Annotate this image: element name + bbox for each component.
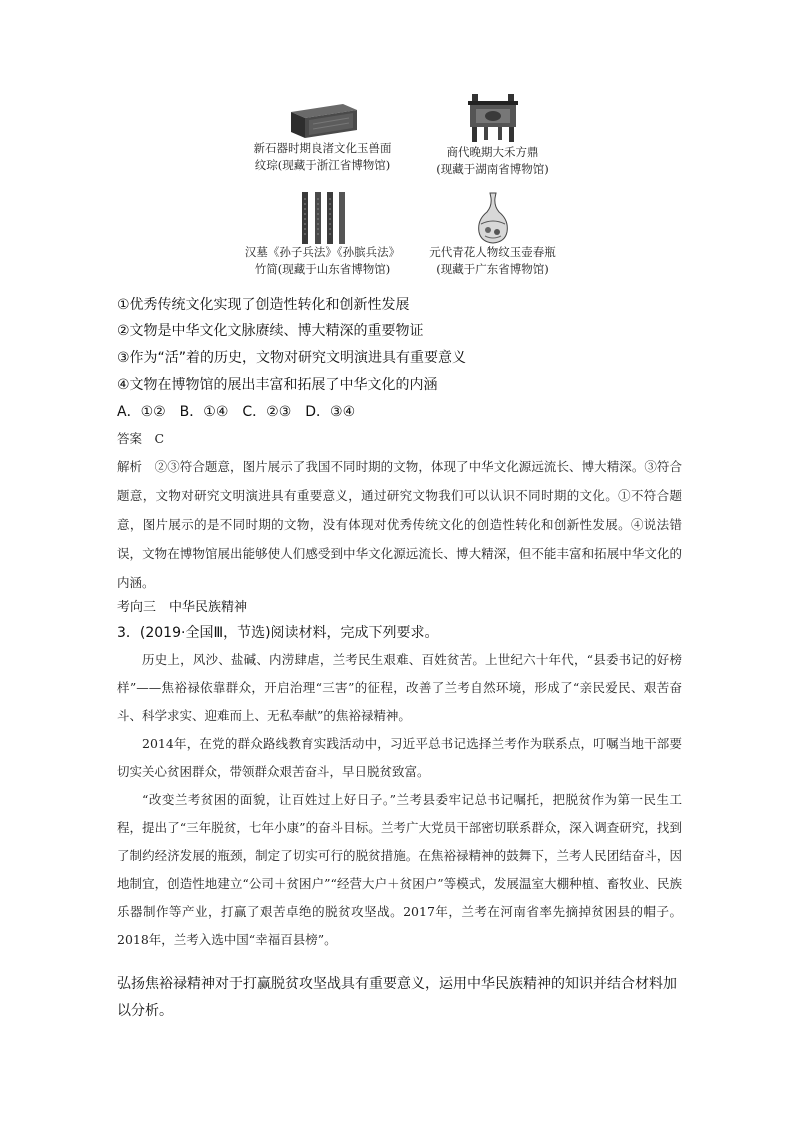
- bronze-ding-image: [458, 92, 528, 144]
- option-3: ③作为“活”着的历史，文物对研究文明演进具有重要意义: [117, 350, 467, 366]
- option-4: ④文物在博物馆的展出丰富和拓展了中华文化的内涵: [117, 377, 438, 393]
- caption-line: 商代晚期大禾方鼎: [446, 145, 539, 159]
- caption-line: 元代青花人物纹玉壶春瓶: [429, 245, 556, 259]
- option-1: ①优秀传统文化实现了创造性转化和创新性发展: [117, 297, 410, 313]
- figure-bronze-ding: [410, 92, 575, 178]
- caption-line: (现藏于广东省博物馆): [436, 262, 549, 276]
- figure-caption: [240, 140, 405, 174]
- figure-caption: [240, 244, 405, 278]
- material-paragraph-2: 2014年，在党的群众路线教育实践活动中，习近平总书记选择兰考作为联系点，叮嘱当地干部要切实关心贫困群众，带领群众艰苦奋斗，早日脱贫致富。: [117, 736, 682, 779]
- figure-jade-cong: [240, 96, 405, 174]
- figure-caption: [410, 144, 575, 178]
- answer-line: 答案 C: [117, 431, 165, 446]
- caption-line: 汉墓《孙子兵法》《孙膑兵法》: [244, 245, 401, 259]
- analysis-paragraph: 解析 ②③符合题意，图片展示了我国不同时期的文物，体现了中华文化源远流长、博大精深。③符合题意，文物对研究文明演进具有重要意义，通过研究文物我们可以认识不同时期的文化。①不符合题意，图片展示的是不同时期的文物，没有体现对优秀传统文化的创造性转化和创新性发展。④说法错误，文物在博物馆展出能够使人们感受到中华文化源远流长、博大精深，但不能丰富和拓展中华文化的内涵。: [117, 459, 682, 590]
- figure-bamboo-slips: [240, 192, 405, 278]
- figure-caption: [410, 244, 575, 278]
- bamboo-slips-image: [298, 192, 348, 244]
- material-paragraph-1: 历史上，风沙、盐碱、内涝肆虐，兰考民生艰难、百姓贫苦。上世纪六十年代，“县委书记的好榜样”——焦裕禄依靠群众，开启治理“三害”的征程，改善了兰考自然环境，形成了“亲民爱民、艰苦奋斗、科学求实、迎难而上、无私奉献”的焦裕禄精神。: [117, 652, 682, 723]
- section-heading: 考向三 中华民族精神: [117, 600, 248, 615]
- porcelain-vase-image: [475, 192, 511, 244]
- question-stem: 3．(2019·全国Ⅲ，节选)阅读材料，完成下列要求。: [117, 625, 439, 641]
- task-prompt: 弘扬焦裕禄精神对于打赢脱贫攻坚战具有重要意义，运用中华民族精神的知识并结合材料加以分析。: [117, 976, 677, 1019]
- option-2: ②文物是中华文化文脉赓续、博大精深的重要物证: [117, 323, 424, 339]
- caption-line: (现藏于湖南省博物馆): [436, 162, 549, 176]
- answer-choices: A．①② B．①④ C．②③ D．③④: [117, 404, 356, 420]
- caption-line: 新石器时期良渚文化玉兽面: [253, 141, 392, 155]
- jade-cong-image: [283, 96, 363, 140]
- caption-line: 纹琮(现藏于浙江省博物馆): [254, 158, 391, 172]
- material-paragraph-3: “改变兰考贫困的面貌，让百姓过上好日子。”兰考县委牢记总书记嘱托，把脱贫作为第一民生工程，提出了“三年脱贫，七年小康”的奋斗目标。兰考广大党员干部密切联系群众，深入调查研究，找到了制约经济发展的瓶颈，制定了切实可行的脱贫措施。在焦裕禄精神的鼓舞下，兰考人民团结奋斗，因地制宜，创造性地建立“公司＋贫困户”“经营大户＋贫困户”等模式，发展温室大棚种植、畜牧业、民族乐器制作等产业，打赢了艰苦卓绝的脱贫攻坚战。2017年，兰考在河南省率先摘掉贫困县的帽子。2018年，兰考入选中国“幸福百县榜”。: [117, 792, 682, 947]
- artifact-figures: [240, 96, 570, 286]
- caption-line: 竹简(现藏于山东省博物馆): [254, 262, 391, 276]
- figure-porcelain-vase: [410, 192, 575, 278]
